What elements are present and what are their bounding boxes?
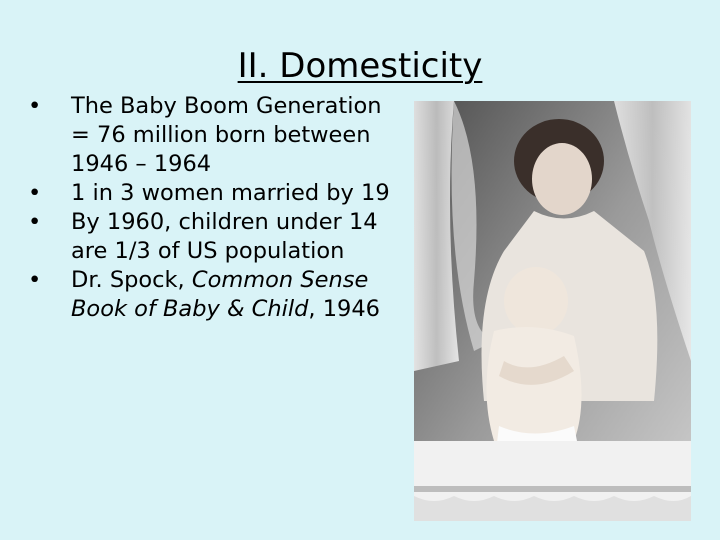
bullet-list: [28, 92, 398, 324]
bullet-item: [28, 266, 398, 324]
bullet-text: The Baby Boom Generation = 76 million born between 1946 – 1964: [71, 93, 382, 177]
slide-title-text: II. Domesticity: [237, 46, 483, 86]
bullet-dot-icon: •: [28, 209, 42, 235]
bullet-dot-icon: •: [28, 180, 42, 206]
bullet-text: , 1946: [308, 296, 380, 322]
bullet-dot-icon: •: [28, 267, 42, 293]
slide-title: [0, 44, 720, 88]
bullet-item: [28, 92, 398, 179]
photo-illustration: [414, 101, 691, 521]
bullet-text: 1 in 3 women married by 19: [71, 180, 390, 206]
mother-and-baby-photo: [414, 101, 691, 521]
bullet-item: [28, 179, 398, 208]
bullet-text: Dr. Spock,: [71, 267, 192, 293]
bullet-text: By 1960, children under 14 are 1/3 of US population: [71, 209, 378, 264]
bullet-item: [28, 208, 398, 266]
bullet-text-italic: Common Sense Book of Baby & Child: [71, 267, 369, 322]
bullet-dot-icon: •: [28, 93, 42, 119]
